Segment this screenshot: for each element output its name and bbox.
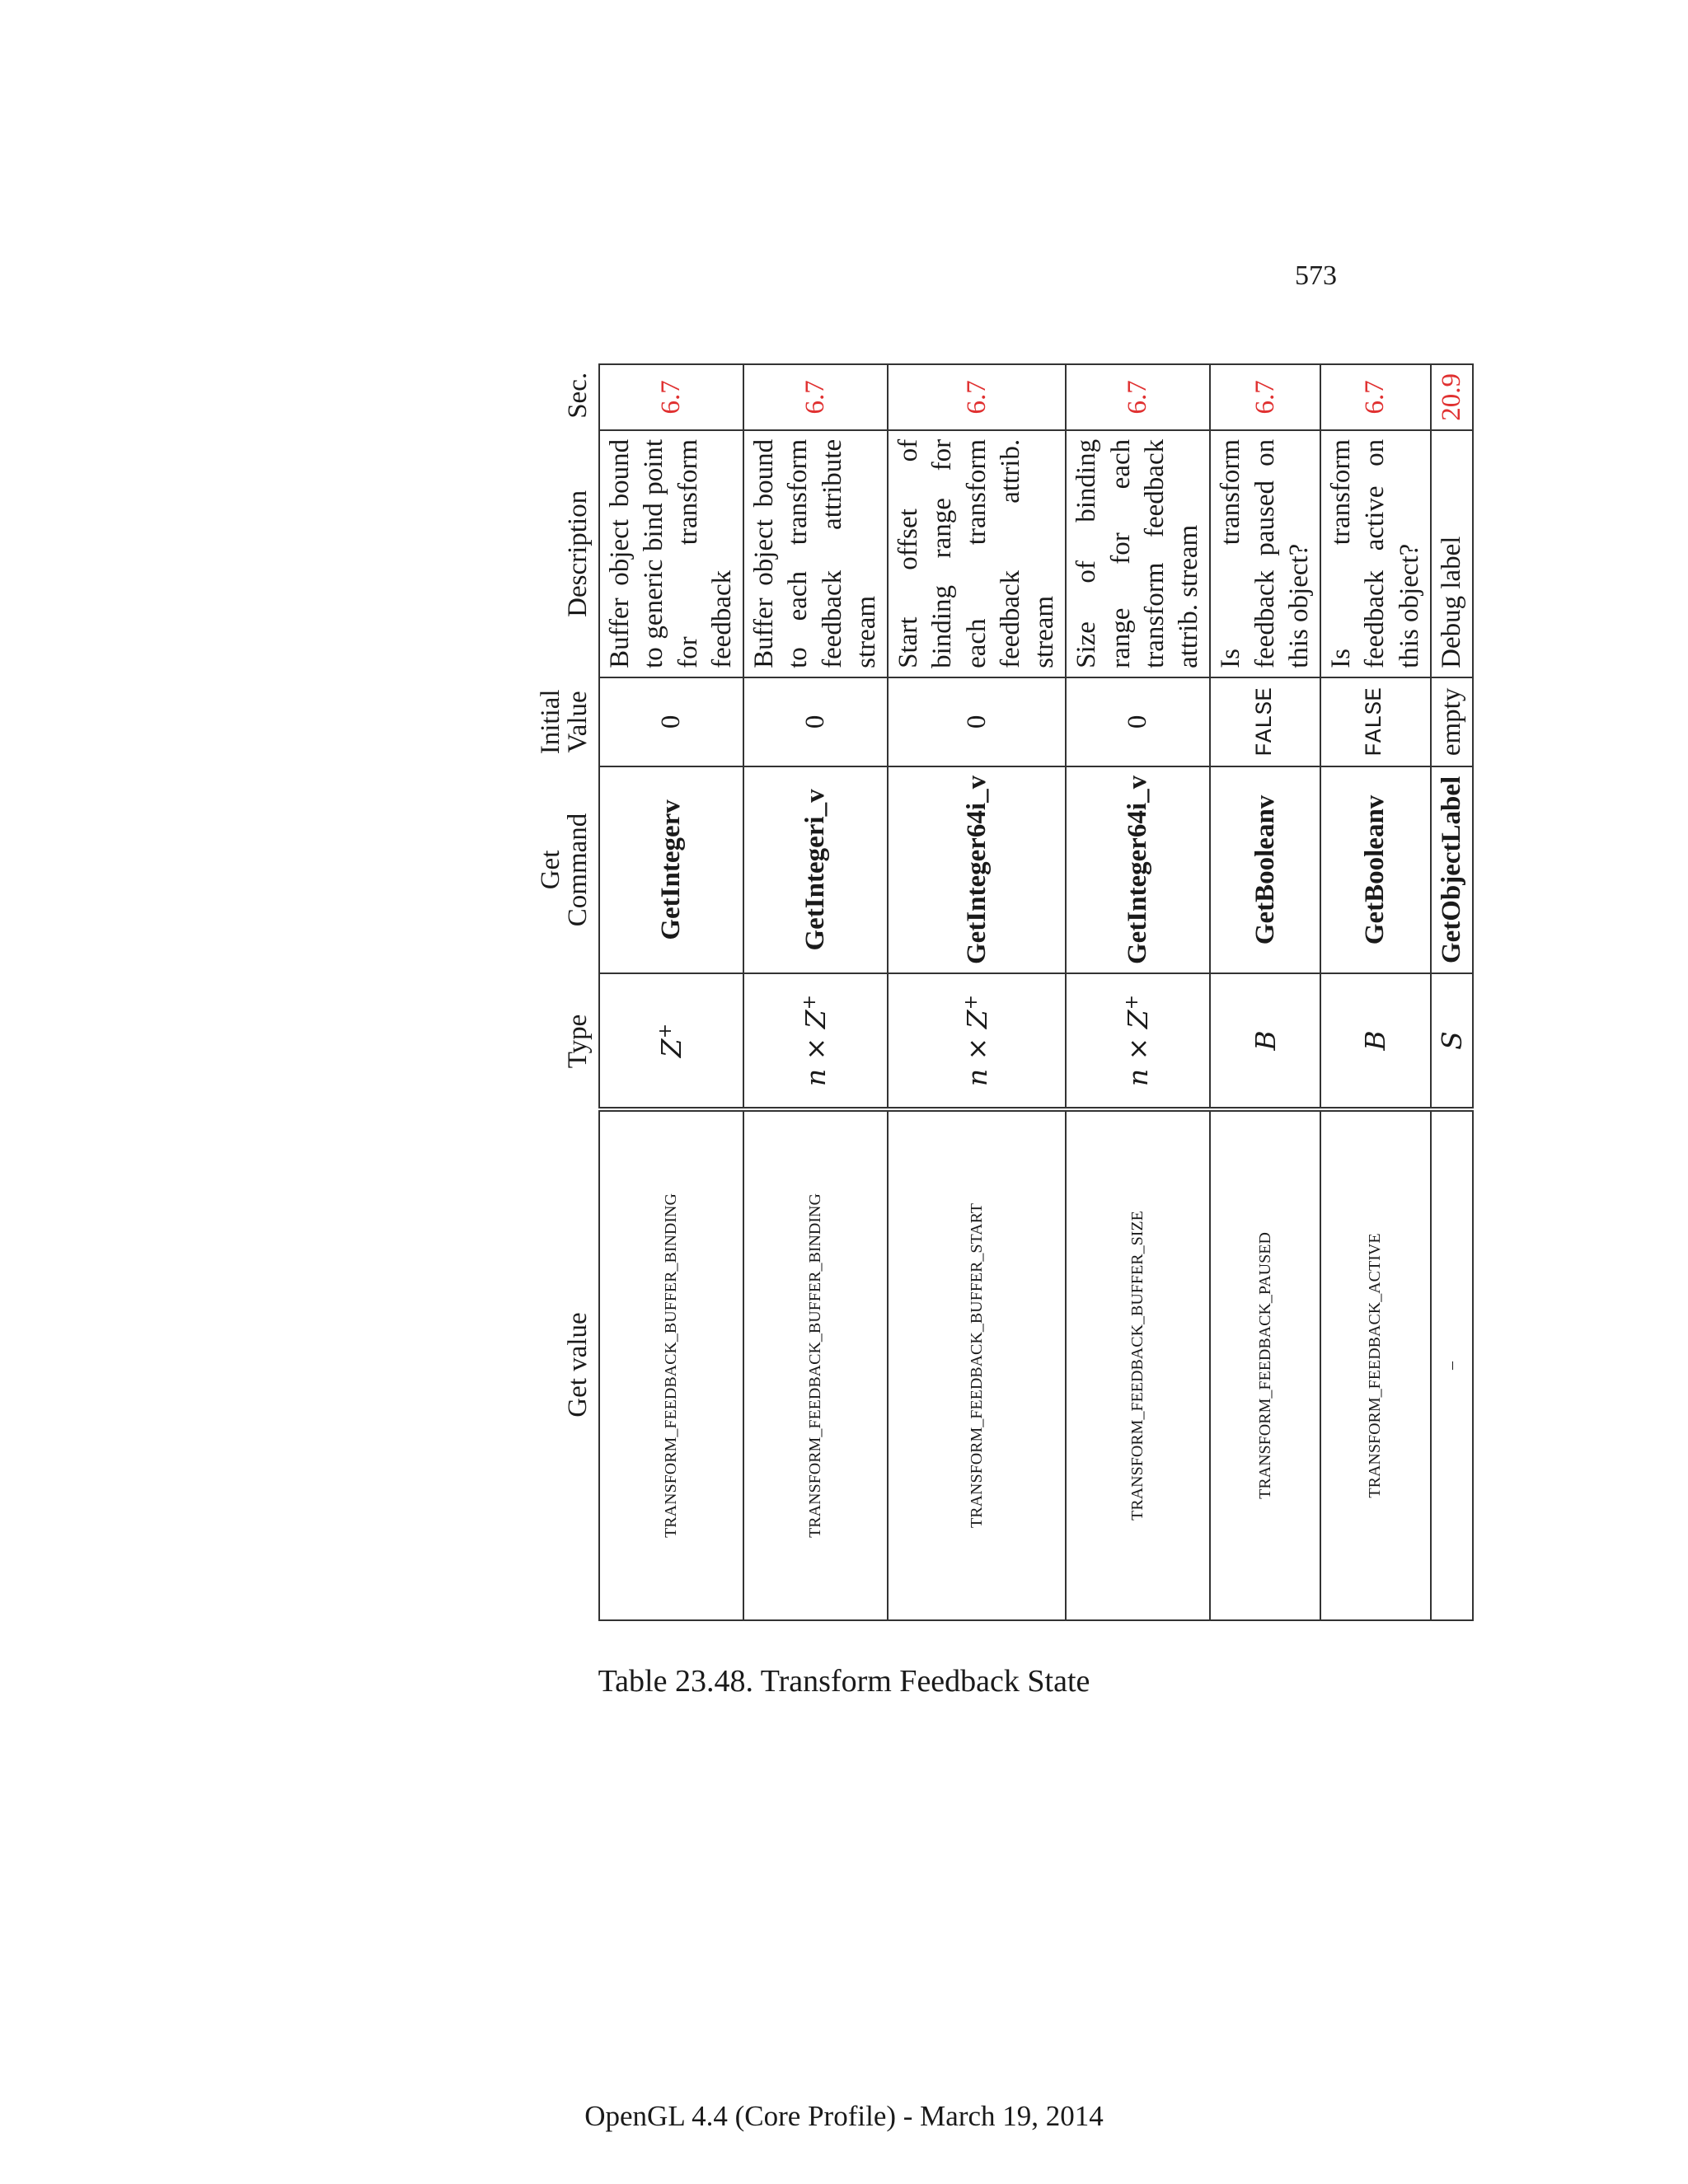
cell-get-command: GetIntegerv (599, 766, 743, 973)
cell-get-value: TRANSFORM_FEEDBACK_PAUSED (1210, 1109, 1320, 1620)
cell-description: Debug label (1431, 430, 1473, 677)
header-get-value: Get value (563, 1312, 593, 1418)
cell-get-command: GetObjectLabel (1431, 766, 1473, 973)
table-row (599, 364, 743, 1620)
cell-initial-value: 0 (888, 677, 1066, 766)
cell-description: Size of binding range for each transform feedback attrib. stream (1066, 430, 1210, 677)
cell-type: n × Z+ (888, 973, 1066, 1109)
cell-get-value: TRANSFORM_FEEDBACK_BUFFER_BINDING (743, 1109, 888, 1620)
cell-initial-value: 0 (599, 677, 743, 766)
section-link[interactable]: 6.7 (743, 364, 888, 430)
cell-get-value: TRANSFORM_FEEDBACK_BUFFER_BINDING (599, 1109, 743, 1620)
cell-initial-value: 0 (1066, 677, 1210, 766)
header-get-command: Get Command (536, 813, 593, 927)
table-caption: Table 23.48. Transform Feedback State (598, 1664, 1090, 1699)
table-row (1066, 364, 1210, 1620)
cell-type: B (1210, 973, 1320, 1109)
header-initial-value: Initial Value (536, 689, 593, 755)
cell-initial-value: 0 (743, 677, 888, 766)
table-header-row (537, 364, 599, 1620)
section-link[interactable]: 6.7 (599, 364, 743, 430)
section-link[interactable]: 6.7 (888, 364, 1066, 430)
cell-get-value: TRANSFORM_FEEDBACK_BUFFER_START (888, 1109, 1066, 1620)
transform-feedback-state-table (537, 363, 1474, 1621)
cell-description: Start offset of binding range for each transform feedback attrib. stream (888, 430, 1066, 677)
cell-type: n × Z+ (743, 973, 888, 1109)
cell-get-command: GetBooleanv (1320, 766, 1431, 973)
header-sec: Sec. (563, 372, 593, 419)
cell-initial-value: empty (1431, 677, 1473, 766)
cell-type: n × Z+ (1066, 973, 1210, 1109)
table-row (1210, 364, 1320, 1620)
page-number: 573 (1295, 260, 1337, 291)
footer: OpenGL 4.4 (Core Profile) - March 19, 2014 (584, 2100, 1104, 2132)
cell-get-command: GetIntegeri_v (743, 766, 888, 973)
table-row (743, 364, 888, 1620)
rotated-table-region (536, 360, 1468, 1621)
cell-get-value: TRANSFORM_FEEDBACK_BUFFER_SIZE (1066, 1109, 1210, 1620)
cell-initial-value: FALSE (1320, 677, 1431, 766)
table-row (888, 364, 1066, 1620)
cell-type: Z+ (599, 973, 743, 1109)
section-link[interactable]: 20.9 (1431, 364, 1473, 430)
table-row (1320, 364, 1431, 1620)
cell-description: Is transform feedback paused on this object? (1210, 430, 1320, 677)
cell-get-command: GetBooleanv (1210, 766, 1320, 973)
cell-description: Is transform feedback active on this object? (1320, 430, 1431, 677)
cell-get-value: – (1431, 1109, 1473, 1620)
table-row (1431, 364, 1473, 1620)
section-link[interactable]: 6.7 (1320, 364, 1431, 430)
cell-get-command: GetInteger64i_v (888, 766, 1066, 973)
section-link[interactable]: 6.7 (1210, 364, 1320, 430)
cell-initial-value: FALSE (1210, 677, 1320, 766)
section-link[interactable]: 6.7 (1066, 364, 1210, 430)
header-description: Description (563, 490, 593, 617)
cell-type: S (1431, 973, 1473, 1109)
cell-type: B (1320, 973, 1431, 1109)
cell-get-value: TRANSFORM_FEEDBACK_ACTIVE (1320, 1109, 1431, 1620)
cell-description: Buffer object bound to generic bind point for transform feedback (599, 430, 743, 677)
cell-description: Buffer object bound to each transform feedback attribute stream (743, 430, 888, 677)
header-type: Type (563, 1014, 593, 1069)
cell-get-command: GetInteger64i_v (1066, 766, 1210, 973)
